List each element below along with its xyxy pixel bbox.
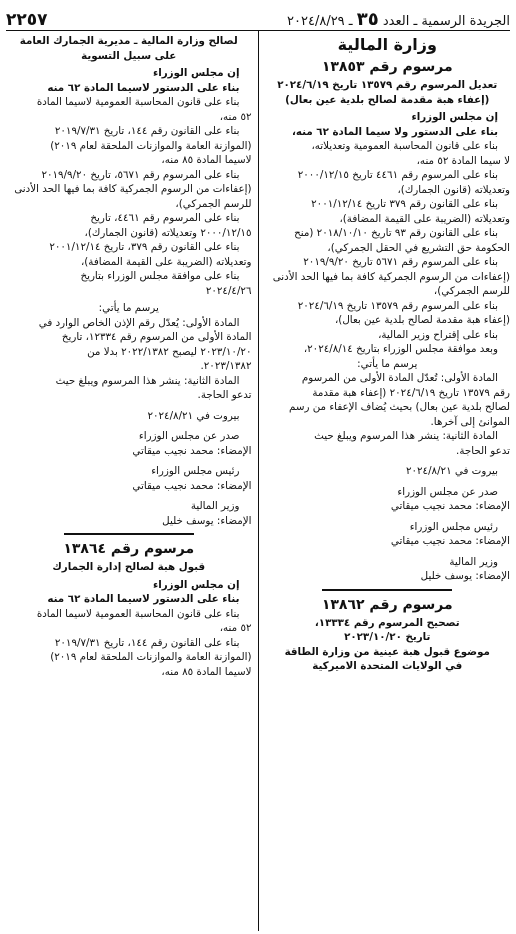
decrees-line: يرسم ما يأتي: [357, 357, 418, 370]
text-line: بناء على المرسوم رقم ٤٤٦١، تاريخ [90, 212, 240, 224]
journal-info [287, 9, 510, 30]
text-line: بناء على قانون المحاسبة العمومية لاسيما المادة [36, 96, 240, 108]
text-line: وتعديلاته (الضريبة على القيمة المضافة)، [80, 255, 252, 268]
journal-title: الجريدة الرسمية ـ العدد [382, 14, 510, 29]
article-line: رقم ١٣٥٧٩ تاريخ ٢٠٢٤/٦/١٩ (إعفاء هبة مقدمة [312, 386, 510, 399]
text-line: لاسيما المادة ٨٥ منه، [161, 665, 252, 678]
signature-line: الإمضاء: محمد نجيب ميقاتي [390, 500, 510, 512]
decree-number: مرسوم رقم ١٣٨٦٢ [321, 596, 453, 613]
decree-subject: في الولايات المتحدة الاميركية [312, 660, 463, 672]
article-line: تدعو الحاجة. [197, 389, 252, 401]
article-line: ٢٠٢٣/١٠/٢٠ ليصبح ٢٠٢٢/١٣٨٢ بدلا من [87, 345, 252, 358]
article-line: لصالح بلدية عين بعال) بحيث يُضاف الإعفاء من رسم [288, 401, 510, 413]
decrees-line: يرسم ما يأتي: [98, 302, 159, 314]
text-line: بناء على القانون رقم ٣٧٩، تاريخ ٢٠٠١/١٢/١٤ [49, 241, 240, 253]
decree-number: مرسوم رقم ١٣٨٥٣ [321, 59, 453, 75]
text-line: بناء على المرسوم رقم ٥٦٧١، تاريخ ٢٠١٩/٩/٢٠ [41, 168, 240, 181]
text-line: بناء على القانون رقم ٣٧٩ تاريخ ٢٠٠١/١٢/١٤ [311, 198, 498, 210]
text-line: (إعفاءات من الرسوم الجمركية كافة بما فيها الحد الأدنى [272, 270, 510, 283]
text-line: بناء على إقتراح وزير المالية، [378, 328, 498, 341]
text-line: بناء على موافقة مجلس الوزراء بتاريخ [80, 270, 240, 282]
council-heading: إن مجلس الوزراء [411, 111, 498, 123]
text-line: لاسيما المادة ٨٥ منه، [161, 154, 252, 166]
council-heading: إن مجلس الوزراء [152, 67, 240, 79]
text-line: وتعديلاته (قانون الجمارك)، [397, 183, 510, 196]
text-line: (إعفاء هبة مقدمة لصالح بلدية عين بعال)، [334, 314, 510, 326]
page-number: ٢٢٥٧ [6, 10, 48, 30]
text-line: بناء على قانون المحاسبة العمومية لاسيما المادة [36, 607, 240, 620]
text-line: بناء على المرسوم رقم ٥٦٧١ تاريخ ٢٠١٩/٩/٢٠ [303, 256, 498, 268]
text-line: ٢٠٢٤/٤/٢٦ [205, 284, 252, 297]
decree-subject: تعديل المرسوم رقم ١٣٥٧٩ تاريخ ٢٠٢٤/٦/١٩ [277, 79, 498, 91]
text-line: (الموازنة العامة والموازنات الملحقة لعام ٢٠١٩) [50, 651, 252, 663]
signature-line: وزير المالية [449, 555, 498, 568]
left-column [6, 31, 258, 931]
signature-line: الإمضاء: يوسف خليل [162, 514, 252, 527]
text-line: وتعديلاته (الضريبة على القيمة المضافة)، [339, 212, 510, 225]
text-line: (الموازنة العامة والموازنات الملحقة لعام ٢٠١٩) [50, 139, 252, 152]
decree-subject: تاريخ ٢٠٢٣/١٠/٢٠ [344, 631, 431, 643]
signature-line: الإمضاء: يوسف خليل [420, 570, 510, 582]
beirut-date: بيروت في ٢٠٢٤/٨/٢١ [147, 409, 240, 422]
text-line: بناء على القانون رقم ١٤٤، تاريخ ٢٠١٩/٧/٣١ [54, 636, 240, 649]
issue-date: ـ ٢٠٢٤/٨/٢٩ [287, 14, 353, 29]
article-line: ٢٠٢٣/١٣٨٢. [200, 360, 252, 372]
article-line: المادة الأولى: تُعدّل المادة الأولى من المرسوم [301, 372, 498, 384]
article-line: المادة الثانية: ينشر هذا المرسوم ويبلغ حيث [314, 430, 498, 442]
text-line: ٥٢ منه، [219, 622, 252, 634]
article-line: المادة الأولى من المرسوم رقم ١٢٣٣٤، تاريخ [61, 331, 252, 343]
signature-line: صدر عن مجلس الوزراء [397, 485, 498, 498]
signature-line: رئيس مجلس الوزراء [151, 465, 240, 477]
signature-line: الإمضاء: محمد نجيب ميقاتي [132, 479, 252, 492]
signature-line: صدر عن مجلس الوزراء [138, 430, 240, 442]
text-line: (إعفاءات من الرسوم الجمركية كافة بما فيها الحد الأدنى [14, 183, 252, 195]
text-line: ٢٠٠٠/١٢/١٥ وتعديلاته (قانون الجمارك)، [84, 226, 252, 239]
basis-line: بناء على الدستور ولا سيما المادة ٦٢ منه، [291, 125, 498, 138]
basis-line: بناء على الدستور لاسيما المادة ٦٢ منه [47, 593, 240, 605]
section-divider [64, 533, 194, 535]
article-line: المادة الأولى: يُعدّل رقم الإذن الخاص الوارد في [38, 316, 240, 329]
text-line: الحكومة حق التشريع في الحقل الجمركي)، [327, 241, 510, 254]
decree-subject: موضوع قبول هبة عينية من وزارة الطاقة [284, 645, 490, 658]
column-divider [258, 31, 259, 931]
section-divider [322, 589, 452, 591]
basis-line: بناء على الدستور لاسيما المادة ٦٢ منه [47, 81, 240, 94]
issue-number: ٣٥ [356, 9, 379, 30]
text-line: ٥٢ منه، [219, 110, 252, 123]
beirut-date: بيروت في ٢٠٢٤/٨/٢١ [405, 465, 498, 477]
signature-line: وزير المالية [190, 500, 240, 512]
article-line: المادة الثانية: ينشر هذا المرسوم ويبلغ حيث [55, 374, 240, 387]
text-line: بناء على المرسوم رقم ١٣٥٧٩ تاريخ ٢٠٢٤/٦/١٩ [297, 299, 498, 312]
signature-line: الإمضاء: محمد نجيب ميقاتي [132, 444, 252, 457]
text-line: بناء على القانون رقم ١٤٤، تاريخ ٢٠١٩/٧/٣١ [54, 125, 240, 137]
ministry-heading: وزارة المالية [337, 35, 437, 54]
text-line: وبعد موافقة مجلس الوزراء بتاريخ ٢٠٢٤/٨/١٤، [303, 343, 498, 355]
text-line: بناء على القانون رقم ٩٣ تاريخ ٢٠١٨/١٠/١٠ (منح [294, 227, 498, 239]
article-line: تدعو الحاجة. [456, 444, 510, 457]
text-line: بناء على قانون المحاسبة العمومية وتعديلاته، [311, 140, 498, 152]
signature-line: الإمضاء: محمد نجيب ميقاتي [390, 535, 510, 547]
signature-line: رئيس مجلس الوزراء [409, 520, 498, 533]
text-line: للرسم الجمركي)، [433, 285, 510, 297]
text-line: لا سيما المادة ٥٢ منه، [416, 154, 510, 167]
decree-subject-2: (إعفاء هبة مقدمة لصالح بلدية عين بعال) [285, 93, 490, 106]
text-line: للرسم الجمركي)، [175, 197, 252, 210]
council-heading: إن مجلس الوزراء [152, 578, 240, 591]
decree-subject: قبول هبة لصالح إدارة الجمارك [52, 561, 206, 573]
decree-number: مرسوم رقم ١٣٨٦٤ [63, 541, 195, 557]
continued-title: لصالح وزارة المالية ـ مديرية الجمارك العامة [19, 35, 238, 47]
right-column [259, 31, 511, 931]
text-line: بناء على المرسوم رقم ٤٤٦١ تاريخ ٢٠٠٠/١٢/١٥ [297, 169, 498, 181]
columns [6, 31, 510, 931]
decree-subject: تصحيح المرسوم رقم ١٣٣٣٤، [314, 616, 460, 629]
article-line: الموانئ إلى آخرها. [430, 415, 510, 428]
continued-title-2: على سبيل التسوية [81, 49, 177, 62]
page-header [6, 4, 510, 31]
